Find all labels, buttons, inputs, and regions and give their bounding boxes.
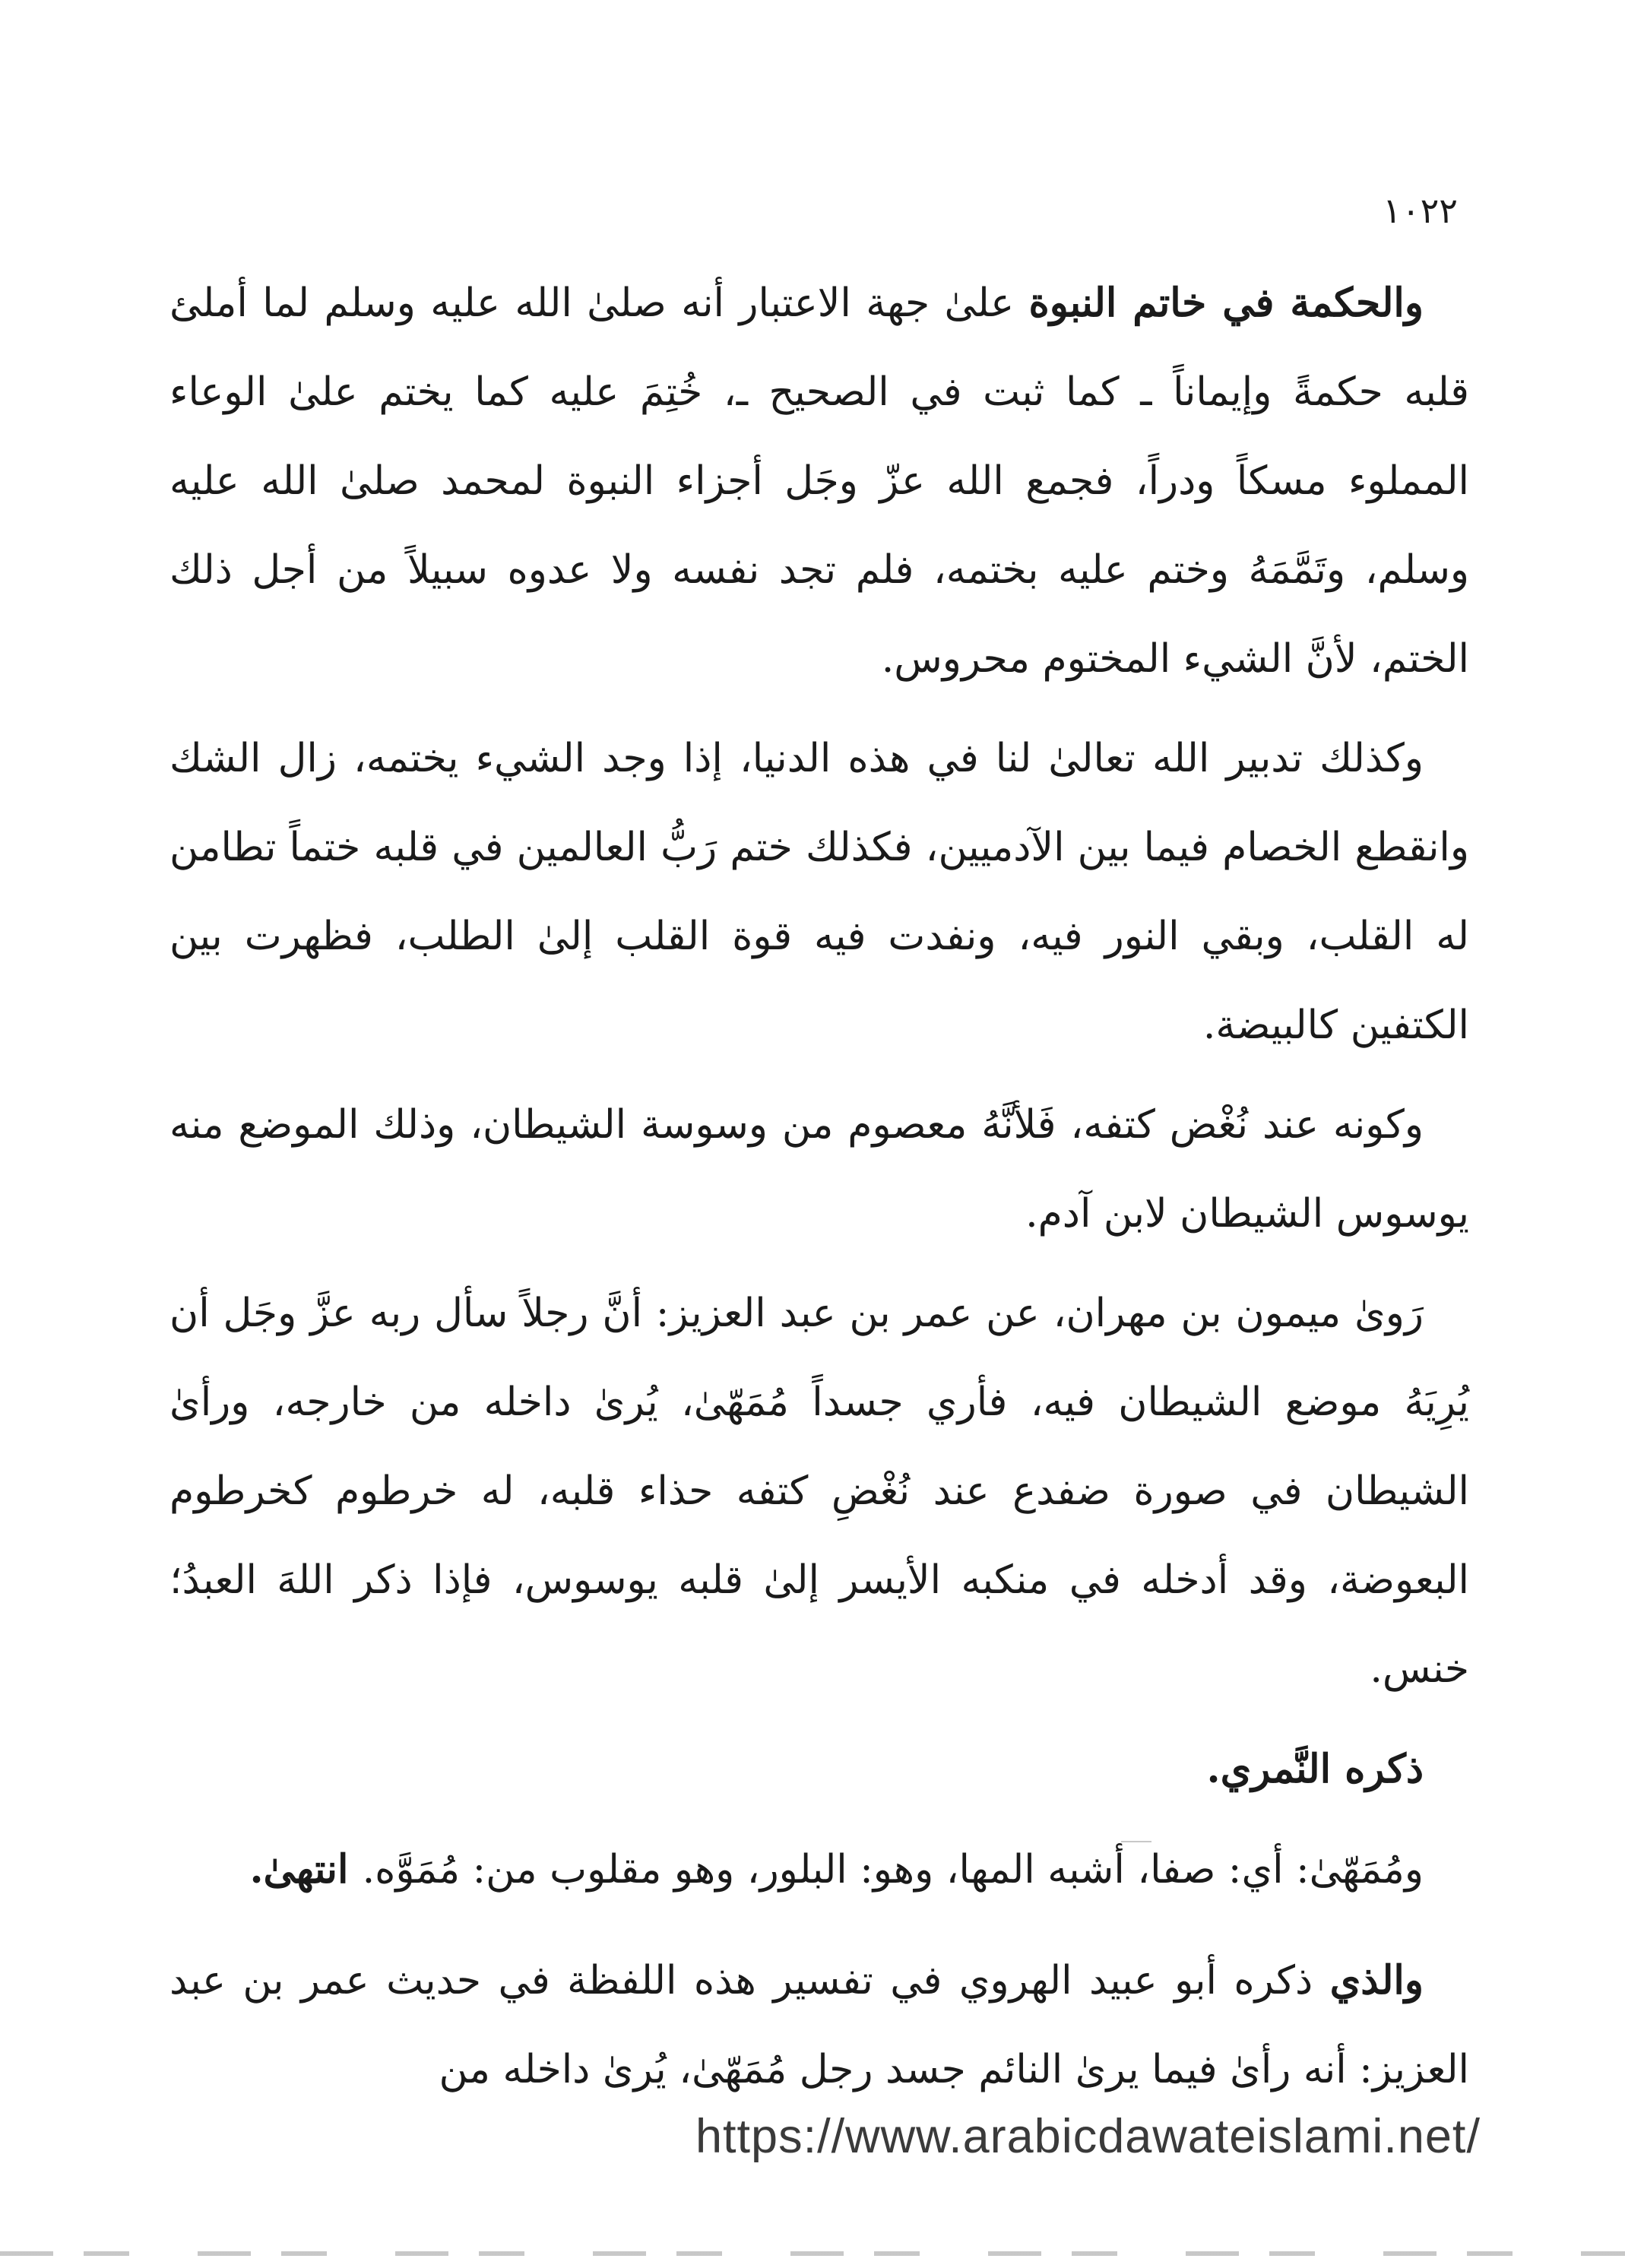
paragraph-text: وكذلك تدبير الله تعالىٰ لنا في هذه الدنيا، إذا وجد الشيء يختمه، زال الشك وانقطع الخصام فيما بين الآدميين، فكذلك ختم رَبُّ العالمين في قلبه ختماً تطامن له القلب، وبقي النور فيه، ونفدت فيه قوة القلب إلىٰ الطلب، فظهرت بين الكتفين كالبيضة. <box>169 736 1469 1048</box>
paragraph-lead: والذي <box>1329 1957 1424 2004</box>
watermark-url: https://www.arabicdawateislami.net/ <box>695 2110 1481 2163</box>
paragraph-definition <box>169 1825 1469 1915</box>
paragraph-text: ومُمَهّىٰ: أي: صفا، أشبه المها، وهو: البلور، وهو مقلوب من: مُمَوَّه. <box>362 1847 1424 1893</box>
section-divider <box>1121 1841 1151 1842</box>
paragraph-tail: انتهىٰ. <box>249 1846 363 1893</box>
scan-bottom-edge <box>0 2251 1625 2256</box>
paragraph-divine-seal <box>169 714 1469 1070</box>
paragraph-text: ذكره النَّمري. <box>1206 1746 1424 1792</box>
paragraph-wisdom-of-seal <box>169 258 1469 704</box>
paragraph-text: ذكره أبو عبيد الهروي في تفسير هذه اللفظة في حديث عمر بن عبد العزيز: أنه رأىٰ فيما يرىٰ النائم جسد رجل مُمَهّىٰ، يُرىٰ داخله من <box>169 1958 1469 2092</box>
paragraph-citation <box>169 1725 1469 1814</box>
paragraph-text: رَوىٰ ميمون بن مهران، عن عمر بن عبد العزيز: أنَّ رجلاً سأل ربه عزَّ وجَل أن يُرِيَهُ موضع الشيطان فيه، فأري جسداً مُمَهّىٰ، يُرىٰ داخله من خارجه، ورأىٰ الشيطان في صورة ضفدع عند نُغْضِ كتفه حذاء قلبه، له خرطوم كخرطوم البعوضة، وقد أدخله في منكبه الأيسر إلىٰ قلبه يوسوس، فإذا ذكر اللهَ العبدُ؛ خنس. <box>169 1291 1469 1692</box>
paragraph-narration <box>169 1269 1469 1714</box>
paragraph-lead: والحكمة في خاتم النبوة <box>1028 280 1424 326</box>
paragraph-text: علىٰ جهة الاعتبار أنه صلىٰ الله عليه وسلم لما أملئ قلبه حكمةً وإيماناً ـ كما ثبت في الصحيح ـ، خُتِمَ عليه كما يختم علىٰ الوعاء المملوء مسكاً ودراً، فجمع الله عزّ وجَل أجزاء النبوة لمحمد صلىٰ الله عليه وسلم، وتَمَّمَهُ وختم عليه بختمه، فلم تجد نفسه ولا عدوه سبيلاً من أجل ذلك الختم، لأنَّ الشيء المختوم محروس. <box>169 280 1469 682</box>
body-text <box>169 258 1469 2114</box>
paragraph-harawi <box>169 1936 1469 2114</box>
paragraph-shoulder-location <box>169 1081 1469 1259</box>
paragraph-text: وكونه عند نُغْض كتفه، فَلأنَّهُ معصوم من وسوسة الشيطان، وذلك الموضع منه يوسوس الشيطان لابن آدم. <box>169 1102 1469 1237</box>
page-number: ١٠٢٢ <box>1383 190 1458 231</box>
